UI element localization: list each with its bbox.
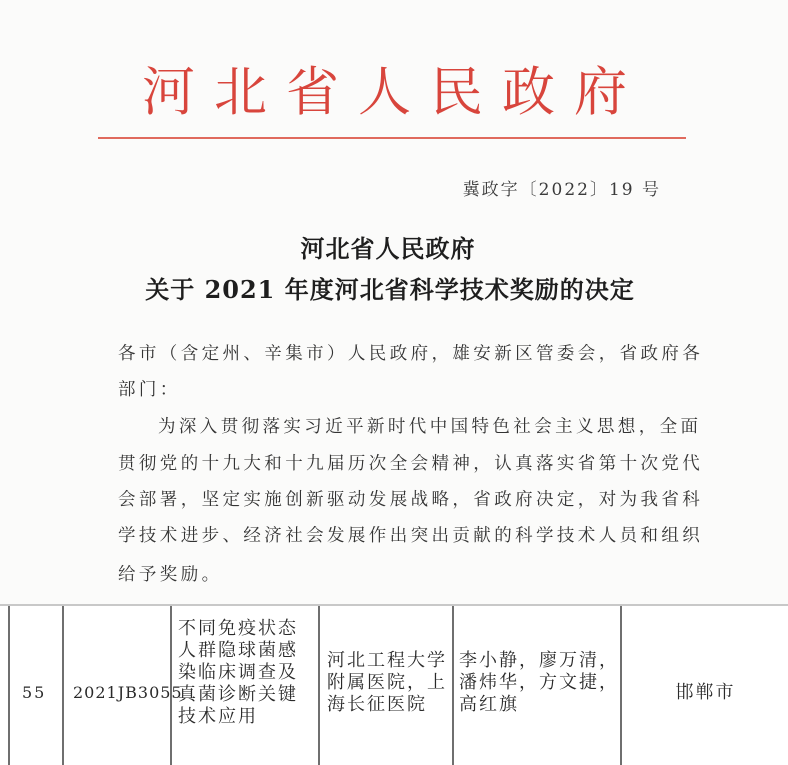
row-seq-number: 55 [22,683,47,702]
project-name-line: 不同免疫状态 [178,618,298,639]
body-line: 给予奖励。 [118,565,223,585]
people-line: 高红旗 [459,694,519,715]
people-line: 李小静，廖万清， [459,650,619,671]
table-divider [620,606,622,765]
award-table-row [0,604,788,765]
body-line: 部门： [118,380,181,400]
project-name-line: 染临床调查及 [178,662,298,683]
issuer-letterhead: 河北省人民政府 [142,62,646,123]
project-name [178,618,318,728]
table-divider [8,606,10,765]
table-divider [318,606,320,765]
units-line: 河北工程大学 [327,650,447,671]
body-line: 会部署，坚定实施创新驱动发展战略，省政府决定，对为我省科 [118,490,704,510]
document-title-line-1: 河北省人民政府 [300,234,476,263]
completing-people [459,650,619,716]
body-line: 为深入贯彻落实习近平新时代中国特色社会主义思想，全面 [158,417,702,437]
units-line: 附属医院，上 [327,672,447,693]
units-line: 海长征医院 [327,694,427,715]
letterhead-red-rule [98,137,686,139]
nominating-region: 邯郸市 [675,682,736,703]
body-line: 学技术进步、经济社会发展作出突出贡献的科学技术人员和组织 [118,526,704,546]
table-divider [62,606,64,765]
body-line: 贯彻党的十九大和十九届历次全会精神，认真落实省第十次党代 [118,454,704,474]
document-number: 冀政字〔2022〕19 号 [462,180,661,200]
completing-units [327,650,453,716]
people-line: 潘炜华，方文捷， [459,672,619,693]
document-title-line-2: 关于 2021 年度河北省科学技术奖励的决定 [145,275,635,304]
project-name-line: 人群隐球菌感 [178,640,298,661]
project-name-line: 真菌诊断关键 [178,684,298,705]
body-line: 各市（含定州、辛集市）人民政府，雄安新区管委会，省政府各 [118,344,704,364]
project-name-line: 技术应用 [178,706,258,727]
project-code: 2021JB3055 [73,683,183,702]
